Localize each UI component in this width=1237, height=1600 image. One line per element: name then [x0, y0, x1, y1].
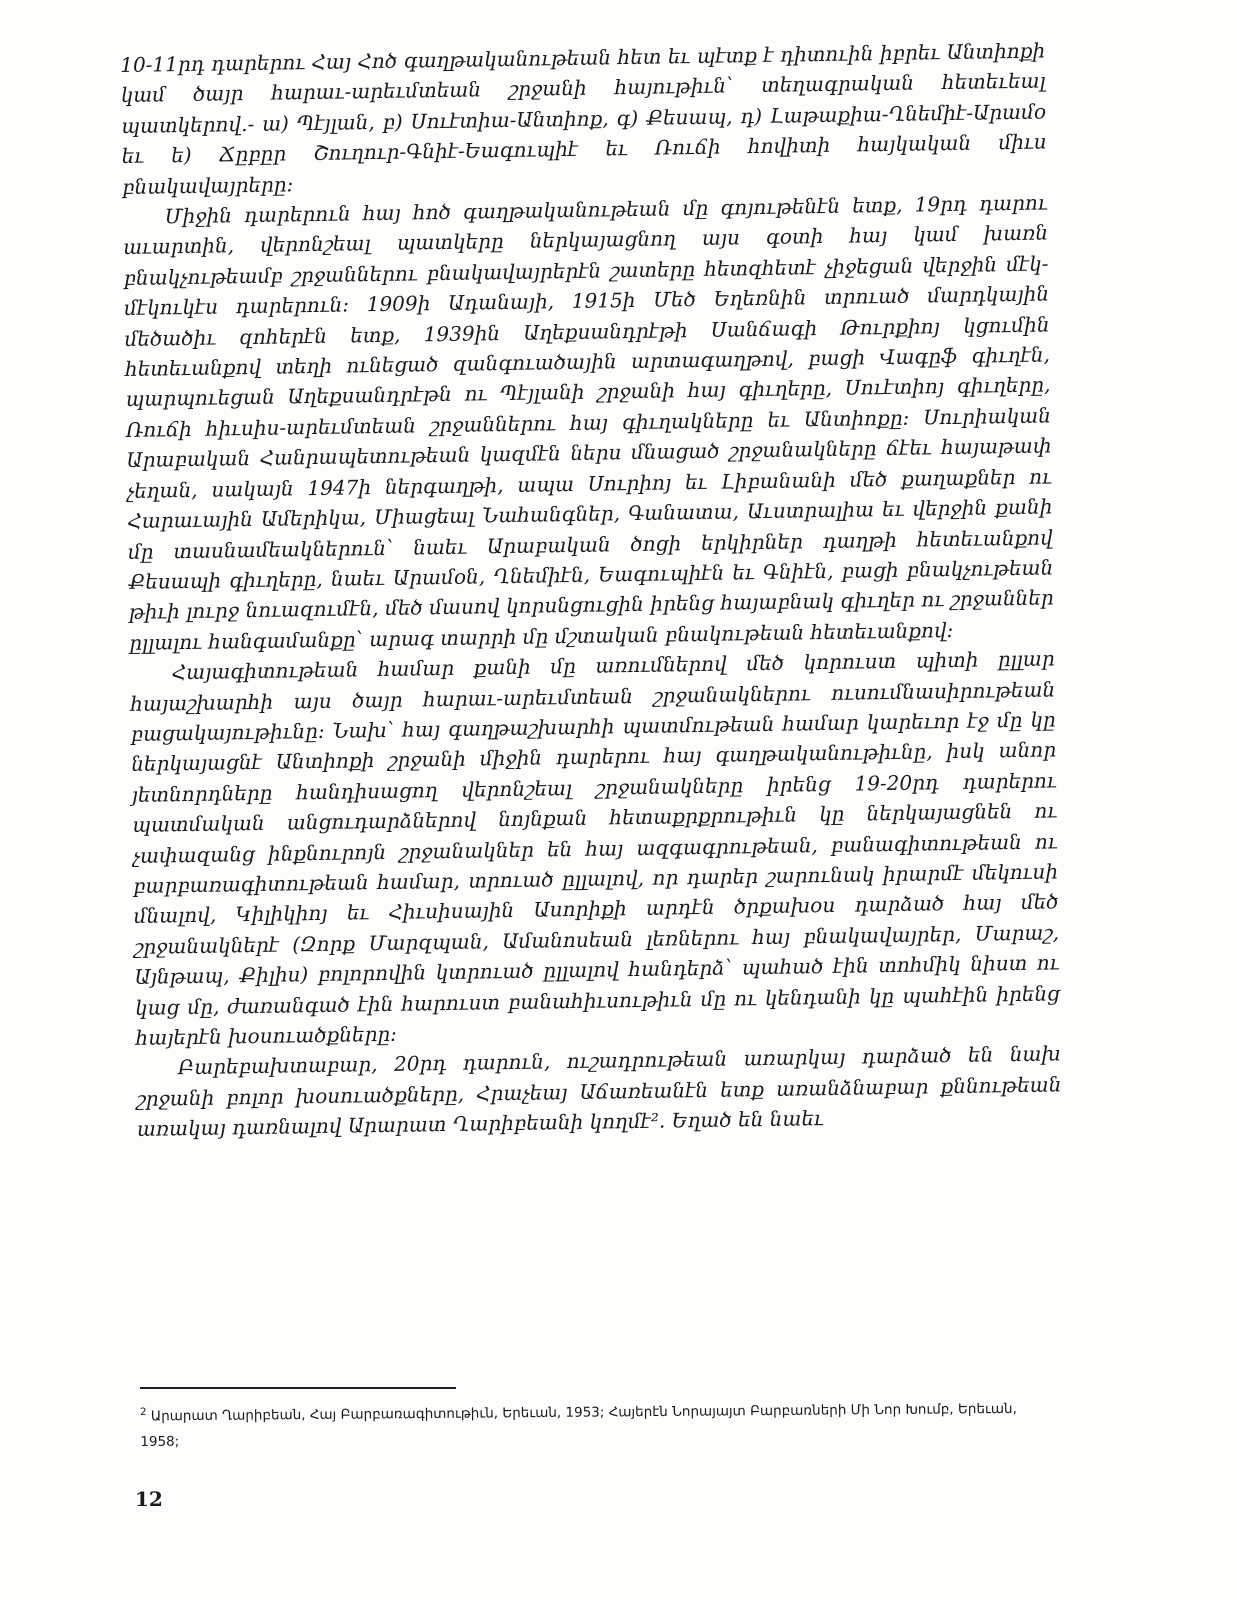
footnote-text: Արարատ Ղարիբեան, Հայ Բարբառագիտութիւն, Երեւան, 1953; Հայերէն Նորայայտ Բարբառների Մի Նոր Խումբ, Երեւան, 1958;	[140, 1400, 1017, 1450]
paragraph-3: Հայագիտութեան համար քանի մը առումներով մեծ կորուստ պիտի ըլլար հայաշխարհի այս ծայր հարաւ-արեւմտեան շրջանակներու ուսումնասիրութեան բացակայութիւնը: Նախ՝ հայ գաղթաշխարհի պատմութեան համար կարեւոր էջ մը կը ներկայացնէ Անտիոքի շրջանի միջին դարերու հայ գաղթականութիւնը, իսկ անոր յետնորդները հանդիսացող վերոնշեալ շրջանակները իրենց 19-20րդ դարերու պատմական անցուդարձներով նոյնքան հետաքրքրութիւն կը ներկայացնեն ու չափազանց ինքնուրոյն շրջանակներ են հայ ազգագրութեան, բանագիտութեան ու բարբառագիտութեան համար, տրուած ըլլալով, որ դարեր շարունակ իրարմէ մեկուսի մնալով, Կիլիկիոյ եւ Հիւսիսային Ասորիքի արդէն ծրքախօս դարձած հայ մեծ շրջանակներէ (Զորք Մարզպան, Ամանոսեան լեռներու հայ բնակավայրեր, Մարաշ, Այնթապ, Քիլիս) բոլորովին կտրուած ըլլալով հանդերձ՝ պահած էին տոհմիկ նիստ ու կաց մը, ժառանգած էին հարուստ բանահիւսութիւն մը ու կենդանի կը պահէին իրենց հայերէն խօսուածքները:	[130, 646, 1061, 1050]
main-text	[120, 35, 1062, 1144]
footnote-marker: 2	[140, 1406, 147, 1418]
paragraph-2: Միջին դարերուն հայ հոծ գաղթականութեան մը գոյութենէն ետք, 19րդ դարու աւարտին, վերոնշեալ պատկերը ներկայացնող այս գօտի հայ կամ խառն բնակչութեամբ շրջաններու բնակավայրերէն շատերը հետզհետէ չիջեցան վերջին մէկ-մէկուկէս դարերուն: 1909ի Ադանայի, 1915ի Մեծ Եղեռնին տրուած մարդկային մեծածիւ զոհերէն ետք, 1939ին Աղեքսանդրէթի Սանճագի Թուրքիոյ կցումին հետեւանքով տեղի ունեցած զանգուածային արտագաղթով, բացի Վագըֆ գիւղէն, պարպուեցան Աղեքսանդրէթն ու Պէյլանի շրջանի հայ գիւղերը, Սուէտիոյ գիւղերը, Ռուճի հիւսիս-արեւմտեան շրջաններու հայ գիւղակները եւ Անտիոքը: Սուրիական Արաբական Հանրապետութեան կազմէն ներս մնացած շրջանակները ճէեւ հայաթափ չեղան, սակայն 1947ի ներգաղթի, ապա Սուրիոյ եւ Լիբանանի մեծ քաղաքներ ու Հարաւային Ամերիկա, Միացեալ Նահանգներ, Գանատա, Աւստրալիա եւ վերջին քանի մը տասնամեակներուն՝ նաեւ Արաբական ծոցի երկիրներ դաղթի հետեւանքով Քեսապի գիւղերը, նաեւ Արամօն, Ղնեմիէն, Եագուպիէն եւ Գնիէն, բացի բնակչութեան թիւի լուրջ նուազումէն, մեծ մասով կորսնցուցին իրենց հայաբնակ գիւղեր ու շրջաններ ըլլալու հանգամանքը՝ արագ տարրի մը մշտական բնակութեան հետեւանքով:	[122, 190, 1054, 655]
footnote	[140, 1392, 1035, 1454]
paragraph-4: Բարեբախտաբար, 20րդ դարուն, ուշադրութեան առարկայ դարձած են նախ շրջանի բոլոր խօսուածքները, Հրաչեայ Աճառեանէն ետք առանձնաբար քննութեան առակայ դառնալով Արարատ Ղարիբեանի կողմէ². Եղած են նաեւ	[136, 1041, 1062, 1142]
footnote-separator	[140, 1387, 456, 1389]
paragraph-1: 10-11րդ դարերու Հայ Հոծ գաղթականութեան հետ եւ պէտք է դիտուին իբրեւ Անտիոքի կամ ծայր հարաւ-արեւմտեան շրջանի հայութիւն՝ տեղագրական հետեւեալ պատկերով.- ա) Պէյլան, բ) Սուէտիա-Անտիոք, գ) Քեսապ, դ) Լաթաքիա-Ղնեմիէ-Արամօ եւ ե) Ճըբըր Շուղուր-Գնիէ-Եագուպիէ եւ Ռուճի հովիտի հայկական միւս բնակավայրերը:	[120, 38, 1047, 199]
page-number: 12	[135, 1487, 163, 1511]
